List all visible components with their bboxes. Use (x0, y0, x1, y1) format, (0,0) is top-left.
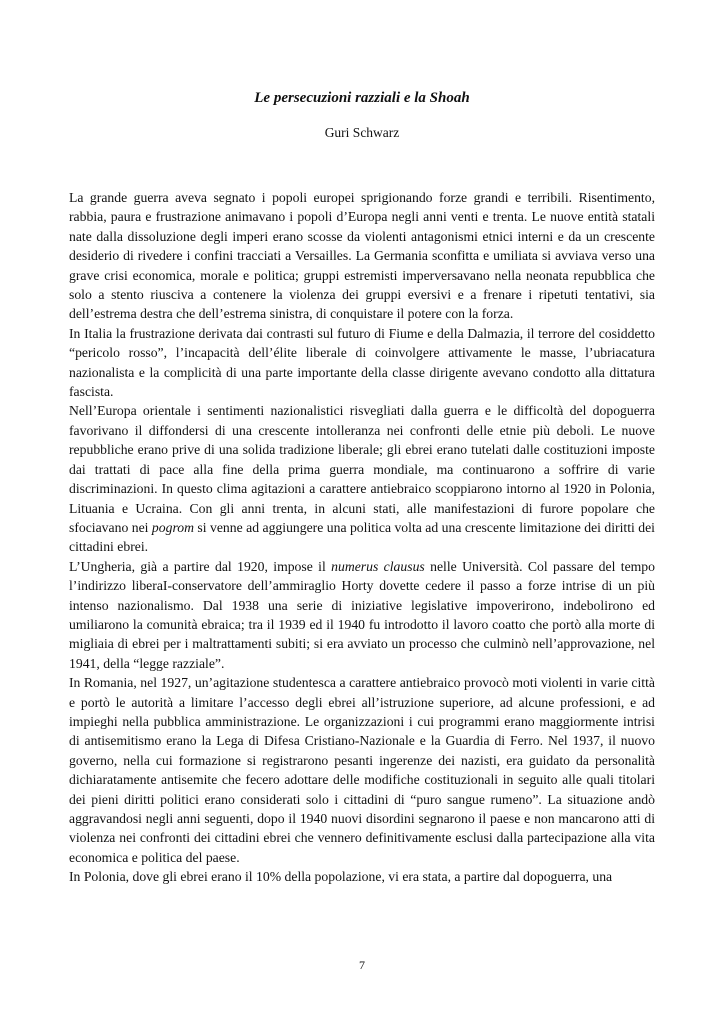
paragraph (69, 867, 655, 886)
text-run: Nell’Europa orientale i sentimenti nazionalistici risvegliati dalla guerra e le difficoltà del dopoguerra favorivano il diffondersi di una crescente intolleranza nei confronti delle etnie più deboli. Le nuove repubbliche erano prive di una solida tradizione liberale; gli ebrei erano tutelati dalle costituzioni imposte dai trattati di pace alla fine della prima guerra mondiale, ma continuarono a soffrire di varie discriminazioni. In questo clima agitazioni a carattere antiebraico scoppiarono intorno al 1920 in Polonia, Lituania e Ucraina. Con gli anni trenta, in alcuni stati, alle manifestazioni di furore popolare che sfociavano nei (69, 403, 655, 535)
text-run: In Romania, nel 1927, un’agitazione studentesca a carattere antiebraico provocò moti violenti in varie città e portò le autorità a limitare l’accesso degli ebrei all’istruzione superiore, ad alcune professioni, e ad impieghi nella pubblica amministrazione. Le organizzazioni i cui programmi erano maggiormente intrisi di antisemitismo erano la Lega di Difesa Cristiano-Nazionale e la Guardia di Ferro. Nel 1937, il nuovo governo, nella cui formazione si registrarono pesanti ingerenze dei nazisti, era guidato da personalità dichiaratamente antisemite che fecero adottare delle modifiche costituzionali in seguito alle quali titolari dei pieni diritti politici erano considerati solo i cittadini di “puro sangue rumeno”. La situazione andò aggravandosi negli anni seguenti, dopo il 1940 nuovi disordini segnarono il paese e non mancarono atti di violenza nei confronti dei cittadini ebrei che vennero definitivamente esclusi dalla partecipazione alla vita economica e politica del paese. (69, 675, 655, 865)
text-run: La grande guerra aveva segnato i popoli europei sprigionando forze grandi e terribili. Risentimento, rabbia, paura e frustrazione animavano i popoli d’Europa negli anni venti e trenta. Le nuove entità statali nate dalla dissoluzione degli imperi erano scosse da violenti antagonismi etnici interni e da un crescente desiderio di rivedere i confini tracciati a Versailles. La Germania sconfitta e umiliata si avviava verso una grave crisi economica, morale e politica; gruppi estremisti imperversavano nella neonata repubblica che solo a stento riusciva a contenere la violenza dei gruppi eversivi e a frenare i ripetuti tentativi, sia dell’estrema destra che dell’estrema sinistra, di conquistare il potere con la forza. (69, 190, 655, 322)
italic-term: pogrom (151, 519, 194, 535)
page-number: 7 (359, 958, 365, 972)
paragraph (69, 673, 655, 867)
document-author: Guri Schwarz (324, 125, 400, 140)
document-title: Le persecuzioni razziali e la Shoah (254, 90, 470, 106)
paragraph (69, 401, 655, 556)
paragraph (69, 324, 655, 402)
text-run: si venne ad aggiungere una politica volta ad una crescente limitazione dei diritti dei cittadini ebrei. (69, 519, 655, 555)
document-body (69, 188, 655, 887)
text-run: In Italia la frustrazione derivata dai contrasti sul futuro di Fiume e della Dalmazia, il terrore del cosiddetto “pericolo rosso”, l’incapacità dell’élite liberale di coinvolgere attivamente le masse, l’ubriacatura nazionalista e la complicità di una parte importante della classe dirigente avevano condotto alla dittatura fascista. (69, 325, 655, 400)
italic-term: numerus clausus (331, 558, 425, 574)
text-run: In Polonia, dove gli ebrei erano il 10% della popolazione, vi era stata, a partire dal dopoguerra, una (69, 869, 613, 885)
text-run: L’Ungheria, già a partire dal 1920, impose il (69, 558, 332, 574)
paragraph (69, 188, 655, 324)
text-run: nelle Università. Col passare del tempo l’indirizzo liberaI-conservatore dell’ammiraglio Horty dovette cedere il passo a forze intrise di un più intenso nazionalismo. Dal 1938 una serie di iniziative legislative impoverirono, indebolirono ed umiliarono la comunità ebraica; tra il 1939 ed il 1940 fu introdotto il lavoro coatto che portò alla morte di migliaia di ebrei per i maltrattamenti subiti; si era avviato un processo che culminò nell’approvazione, nel 1941, della “legge razziale”. (69, 558, 655, 671)
paragraph (69, 557, 655, 673)
